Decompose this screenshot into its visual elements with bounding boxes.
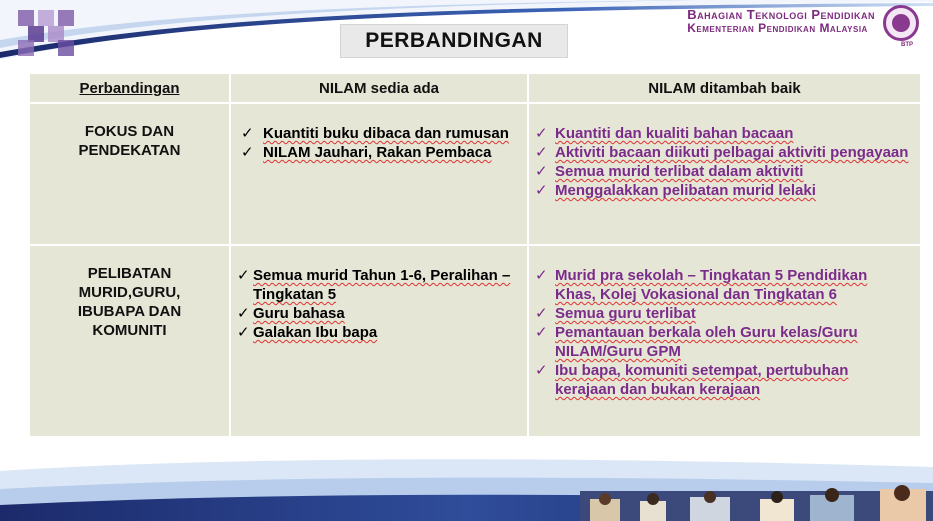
check-icon: ✓: [535, 163, 548, 180]
comparison-table: [28, 72, 922, 438]
list-item: ✓ Semua murid Tahun 1-6, Peralihan – Tingkatan 5: [237, 267, 511, 303]
list-item: ✓ Kuantiti buku dibaca dan rumusan: [241, 125, 509, 142]
list-item: ✓ NILAM Jauhari, Rakan Pembaca: [241, 144, 492, 161]
header-perbandingan: Perbandingan: [29, 73, 230, 103]
row-label: PELIBATAN MURID,GURU, IBUBAPA DAN KOMUNITI: [29, 245, 230, 437]
header-current: NILAM sedia ada: [230, 73, 528, 103]
table-row: [29, 245, 921, 437]
list-item: ✓ Pemantauan berkala oleh Guru kelas/Guru NILAM/Guru GPM: [535, 324, 858, 360]
row-label: FOKUS DAN PENDEKATAN: [29, 103, 230, 245]
decorative-squares: [0, 0, 100, 60]
current-cell: [230, 245, 528, 437]
check-icon: ✓: [535, 305, 548, 322]
table-row: [29, 103, 921, 245]
list-item: ✓ Guru bahasa: [237, 305, 345, 322]
logo-label: BTP: [901, 42, 913, 48]
check-icon: ✓: [535, 362, 548, 379]
list-item: ✓ Murid pra sekolah – Tingkatan 5 Pendidikan Khas, Kolej Vokasional dan Tingkatan 6: [535, 267, 868, 303]
check-icon: ✓: [237, 267, 250, 284]
check-icon: ✓: [535, 144, 548, 161]
organization-line-2: Kementerian Pendidikan Malaysia: [687, 21, 868, 35]
table-header-row: [29, 73, 921, 103]
list-item: ✓ Semua guru terlibat: [535, 305, 696, 322]
check-icon: ✓: [535, 125, 548, 142]
check-icon: ✓: [535, 182, 548, 199]
improved-cell: [528, 245, 921, 437]
check-icon: ✓: [241, 125, 254, 142]
header-improved: NILAM ditambah baik: [528, 73, 921, 103]
list-item: ✓ Aktiviti bacaan diikuti pelbagai aktiviti pengayaan: [535, 144, 909, 161]
check-icon: ✓: [237, 305, 250, 322]
check-icon: ✓: [535, 324, 548, 341]
list-item: ✓ Ibu bapa, komuniti setempat, pertubuhan kerajaan dan bukan kerajaan: [535, 362, 849, 398]
organization-line-1: Bahagian Teknologi Pendidikan: [687, 7, 875, 22]
page-title: PERBANDINGAN: [340, 24, 568, 58]
check-icon: ✓: [237, 324, 250, 341]
check-icon: ✓: [241, 144, 254, 161]
list-item: ✓ Galakan Ibu bapa: [237, 324, 378, 341]
students-photo: [580, 485, 933, 521]
organization-name: [687, 7, 875, 35]
btp-logo-icon: [883, 5, 919, 41]
list-item: ✓ Kuantiti dan kualiti bahan bacaan: [535, 125, 794, 142]
improved-cell: [528, 103, 921, 245]
current-cell: [230, 103, 528, 245]
check-icon: ✓: [535, 267, 548, 284]
list-item: ✓ Semua murid terlibat dalam aktiviti: [535, 163, 804, 180]
list-item: ✓ Menggalakkan pelibatan murid lelaki: [535, 182, 816, 199]
